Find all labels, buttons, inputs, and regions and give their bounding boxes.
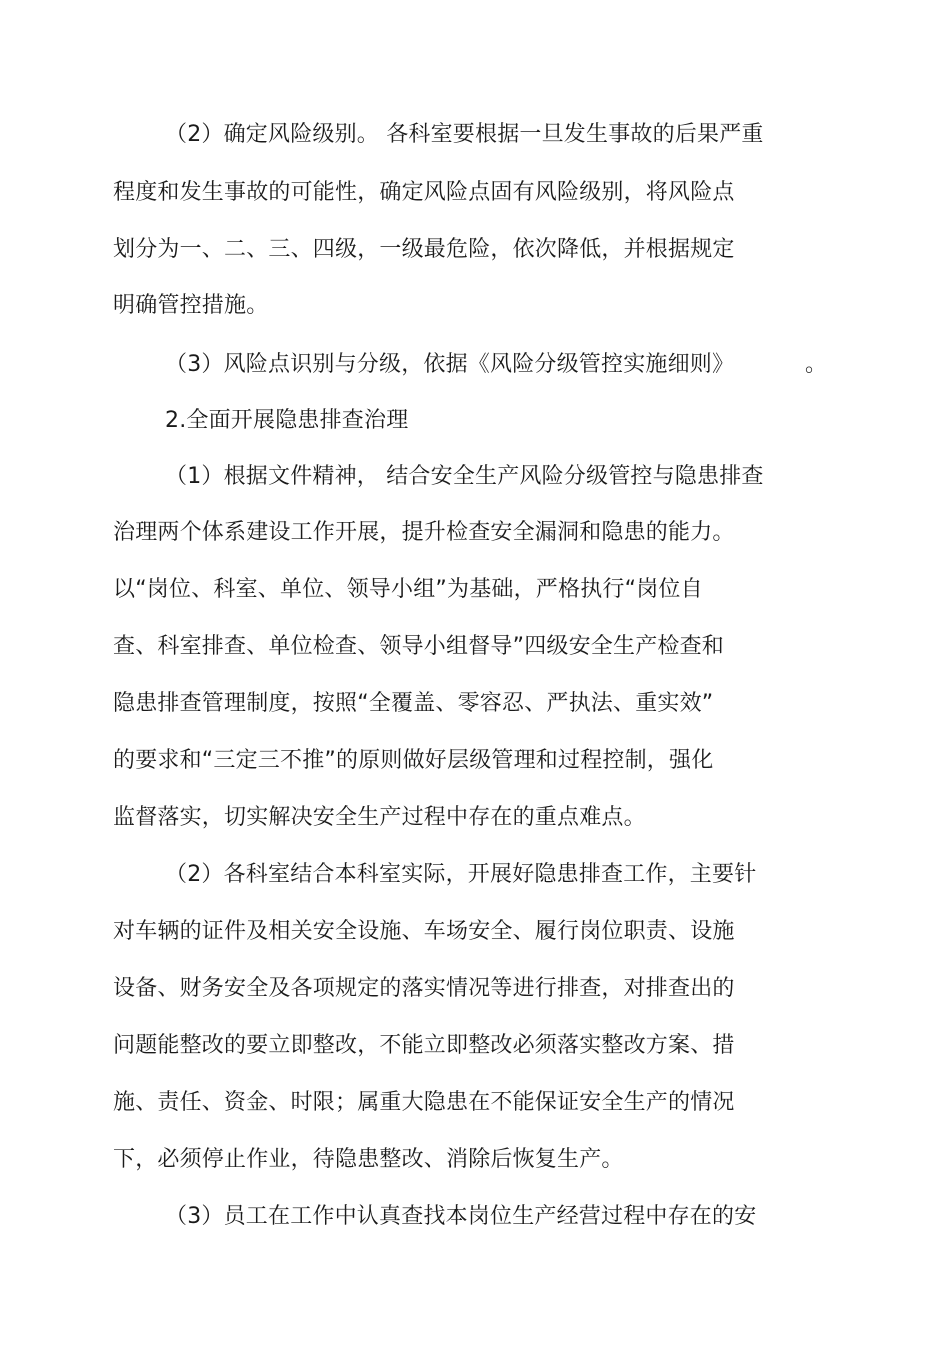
text-line: 治理两个体系建设工作开展，提升检查安全漏洞和隐患的能力。 [113,520,735,545]
text-line: （2）各科室结合本科室实际，开展好隐患排查工作，主要针 [165,862,757,887]
text-line: （1）根据文件精神， 结合安全生产风险分级管控与隐患排查 [165,464,764,489]
text-line: 划分为一、二、三、四级，一级最危险，依次降低，并根据规定 [113,237,735,262]
text-line: 监督落实，切实解决安全生产过程中存在的重点难点。 [113,805,646,830]
text-line: 对车辆的证件及相关安全设施、车场安全、履行岗位职责、设施 [113,919,735,944]
text-line: 。 [805,352,828,377]
text-line: 查、科室排查、单位检查、领导小组督导”四级安全生产检查和 [113,634,724,659]
text-line: 施、责任、资金、时限；属重大隐患在不能保证安全生产的情况 [113,1090,735,1115]
text-line: 问题能整改的要立即整改，不能立即整改必须落实整改方案、措 [113,1033,735,1058]
text-line: 程度和发生事故的可能性，确定风险点固有风险级别，将风险点 [113,180,735,205]
text-line: 设备、财务安全及各项规定的落实情况等进行排查，对排查出的 [113,976,735,1001]
text-line: 下，必须停止作业，待隐患整改、消除后恢复生产。 [113,1147,624,1172]
text-line: 以“岗位、科室、单位、领导小组”为基础，严格执行“岗位自 [113,577,703,602]
text-line: （3）员工在工作中认真查找本岗位生产经营过程中存在的安 [165,1204,757,1229]
text-line: （2）确定风险级别。 各科室要根据一旦发生事故的后果严重 [165,122,764,147]
text-line: （3）风险点识别与分级，依据《风险分级管控实施细则》 [165,352,735,377]
text-line: 的要求和“三定三不推”的原则做好层级管理和过程控制，强化 [113,748,714,773]
text-line: 明确管控措施。 [113,293,269,318]
text-line: 隐患排查管理制度，按照“全覆盖、零容忍、严执法、重实效” [113,691,714,716]
section-heading: 2.全面开展隐患排查治理 [165,408,409,433]
